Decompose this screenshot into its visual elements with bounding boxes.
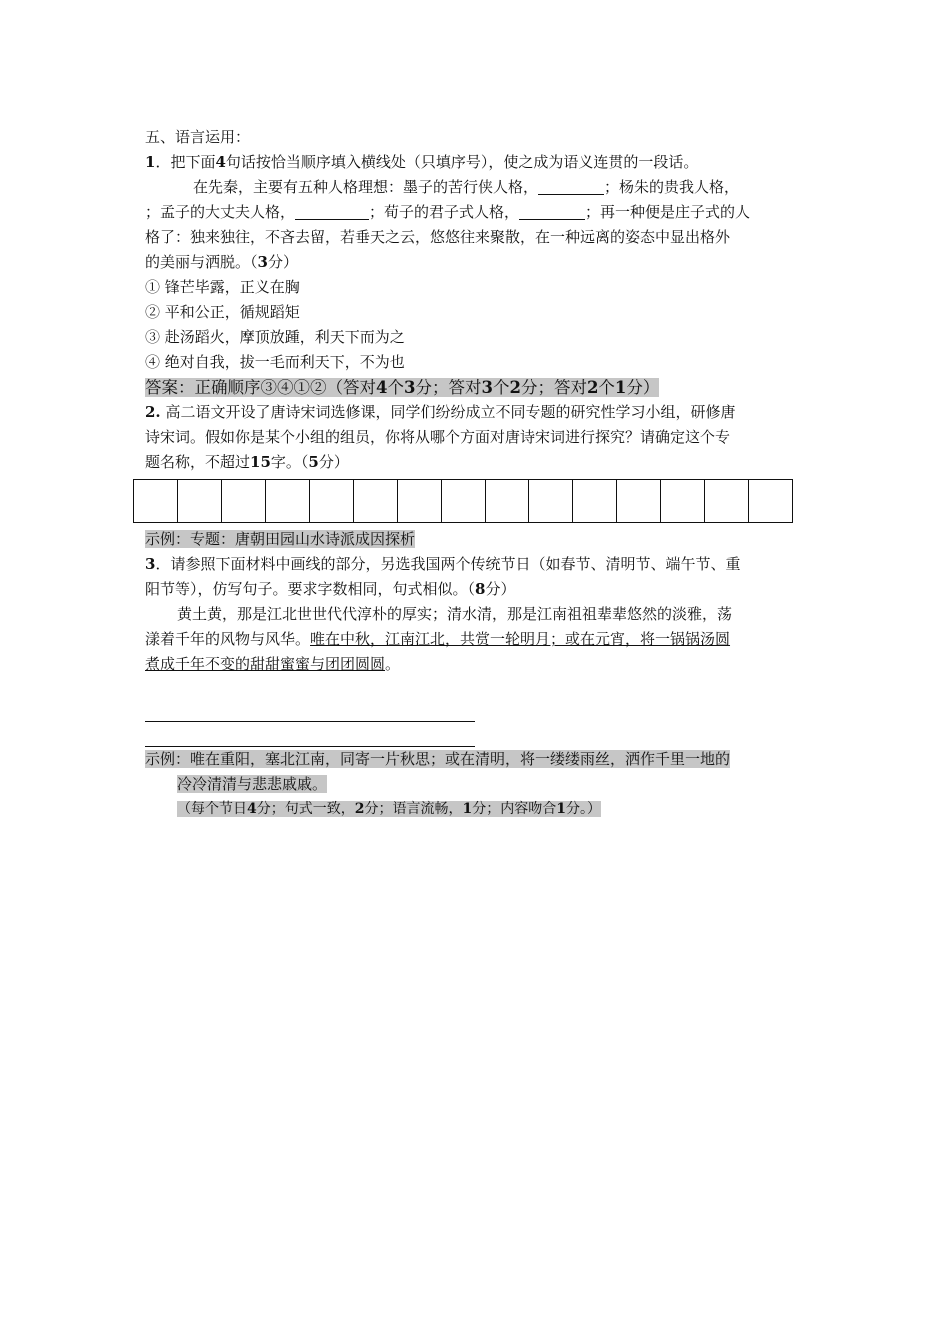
q3-example: 示例：唯在重阳，塞北江南，同寄一片秋思；或在清明，将一缕缕雨丝，洒作千里一地的 — [145, 750, 731, 768]
grid-cell — [661, 480, 705, 522]
answer-blank — [295, 201, 369, 220]
grid-cell — [310, 480, 354, 522]
answer-blank — [519, 201, 585, 220]
q1-passage-line: 格了：独来独往，不吝去留，若垂天之云，悠悠往来聚散，在一种远离的姿态中显出格外 — [145, 228, 731, 246]
q3-material: 煮成千年不变的甜甜蜜蜜与团团圆圆。 — [145, 655, 401, 673]
grid-cell — [266, 480, 310, 522]
grid-cell — [529, 480, 573, 522]
q1-passage-line: 在先秦，主要有五种人格理想：墨子的苦行侠人格， ；杨朱的贵我人格， — [193, 178, 740, 196]
q3-material: 漾着千年的风物与风华。唯在中秋，江南江北，共赏一轮明月；或在元宵，将一锅锅汤圆 — [145, 630, 731, 648]
grid-cell — [398, 480, 442, 522]
q2-prompt: 诗宋词。假如你是某个小组的组员，你将从哪个方面对唐诗宋词进行探究？请确定这个专 — [145, 428, 731, 446]
q1-option: ② 平和公正，循规蹈矩 — [145, 303, 300, 321]
q1-option: ③ 赴汤蹈火，摩顶放踵，利天下而为之 — [145, 328, 405, 346]
q3-prompt: 阳节等），仿写句子。要求字数相同，句式相似。（8分） — [145, 580, 516, 598]
grid-cell — [617, 480, 661, 522]
grid-cell — [178, 480, 222, 522]
section-title: 五、语言运用： — [145, 128, 251, 146]
q2-prompt: 题名称，不超过15字。（5分） — [145, 453, 349, 471]
q2-prompt: 2. 高二语文开设了唐诗宋词选修课，同学们纷纷成立不同专题的研究性学习小组，研修唐 — [145, 403, 736, 421]
answer-blank — [538, 176, 604, 195]
q1-passage-line: 的美丽与洒脱。（3分） — [145, 253, 298, 271]
grid-cell — [222, 480, 266, 522]
grid-cell — [705, 480, 749, 522]
q2-example: 示例：专题：唐朝田园山水诗派成因探析 — [145, 530, 416, 548]
grid-cell — [134, 480, 178, 522]
grid-cell — [354, 480, 398, 522]
q3-material: 黄土黄，那是江北世世代代淳朴的厚实；清水清，那是江南祖祖辈辈悠然的淡雅，荡 — [177, 605, 733, 623]
grid-cell — [749, 480, 792, 522]
q1-option: ① 锋芒毕露，正义在胸 — [145, 278, 300, 296]
grid-cell — [442, 480, 486, 522]
grid-cell — [573, 480, 617, 522]
q3-prompt: 3．请参照下面材料中画线的部分，另选我国两个传统节日（如春节、清明节、端午节、重 — [145, 555, 741, 573]
q3-scoring: （每个节日4分；句式一致，2分；语言流畅，1分；内容吻合1分。） — [177, 801, 601, 817]
q1-answer: 答案：正确顺序③④①②（答对4个3分；答对3个2分；答对2个1分） — [145, 378, 660, 397]
exam-content — [145, 125, 810, 822]
q1-option: ④ 绝对自我，拔一毛而利天下，不为也 — [145, 353, 405, 371]
grid-cell — [486, 480, 530, 522]
q3-example: 冷冷清清与悲悲戚戚。 — [177, 775, 328, 793]
answer-grid — [133, 479, 793, 523]
q1-passage-line: ；孟子的大丈夫人格， ；荀子的君子式人格， ；再一种便是庄子式的人 — [145, 203, 751, 221]
q1-prompt: 1．把下面4句话按恰当顺序填入横线处（只填序号），使之成为语义连贯的一段话。 — [145, 153, 699, 171]
